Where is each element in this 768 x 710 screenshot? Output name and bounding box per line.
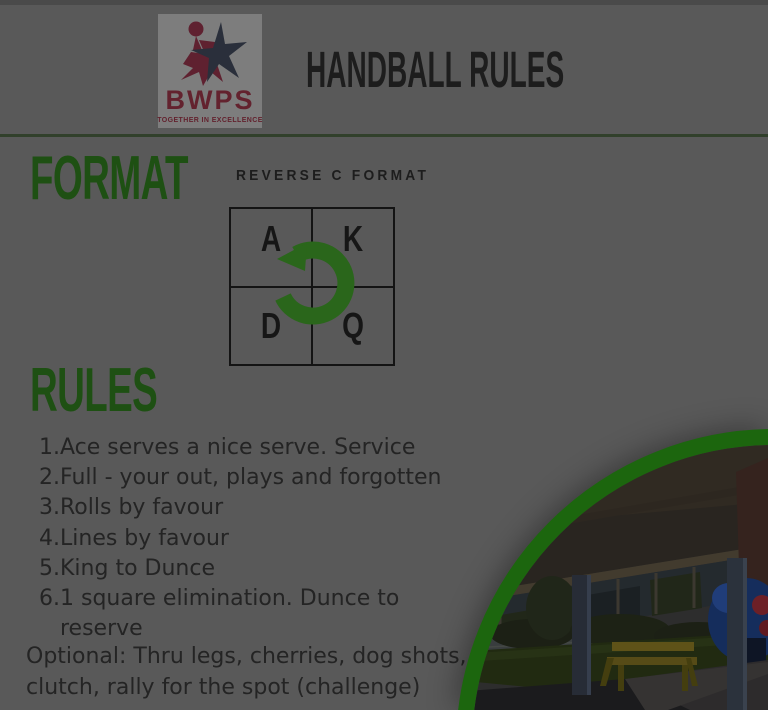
rule-text: Full - your out, plays and forgotten [60,465,442,491]
rule-item [28,463,478,493]
optional-note: Optional: Thru legs, cherries, dog shots, clutch, rally for the spot (challenge) [26,644,467,700]
logo-acronym: BWPS [165,85,255,115]
court-letter-k: K [342,218,364,260]
rule-number: 6. [39,586,60,612]
rule-text: Lines by favour [60,525,229,551]
rule-number: 1. [39,435,60,460]
rule-number: 5. [39,555,60,581]
rules-list [28,433,478,644]
rule-number: 4. [39,525,60,551]
rotate-counterclockwise-arrow-icon [229,207,395,366]
rule-text: King to Dunce [60,555,215,581]
rule-text: 1 square elimination. Dunce to reserve [60,586,400,642]
court-letter-d: D [260,304,282,346]
star-figure-logo-icon [169,20,251,86]
rule-text: Rolls by favour [60,495,224,521]
court-letter-a: A [260,218,282,260]
rule-item [28,524,478,554]
court-letter-q: Q [342,304,364,346]
playground-photo [440,412,768,710]
rule-item [28,554,478,584]
format-heading: FORMAT [30,144,188,213]
school-logo [158,14,262,128]
rule-number: 2. [39,465,60,491]
rule-item [28,433,478,463]
header-divider [0,134,768,137]
page-title: HANDBALL RULES [306,41,565,98]
top-edge-strip [0,0,768,5]
format-caption: REVERSE C FORMAT [236,167,430,184]
rule-item [28,584,478,644]
rule-item [28,493,478,523]
rules-heading: RULES [30,356,158,425]
logo-motto: TOGETHER IN EXCELLENCE [157,117,263,124]
rule-text: Ace serves a nice serve. Service [60,435,416,460]
rule-number: 3. [39,495,60,521]
